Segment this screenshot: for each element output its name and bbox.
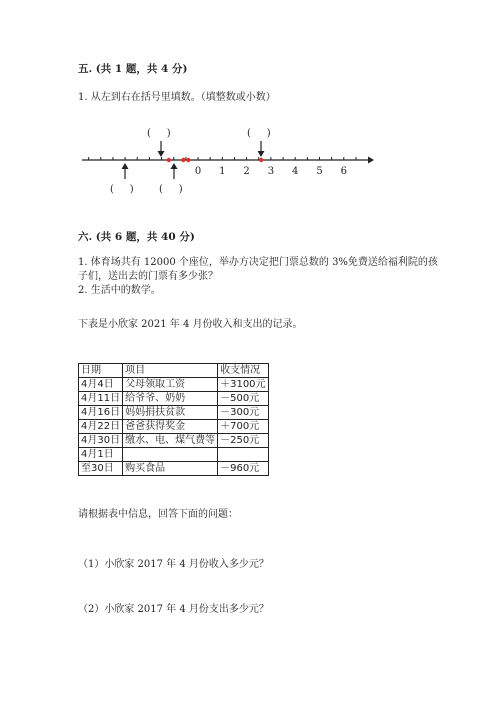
cell-amount bbox=[218, 448, 268, 462]
cell-item: 爸爸获得奖金 bbox=[123, 420, 218, 434]
table-row bbox=[79, 392, 269, 406]
header-date: 日期 bbox=[79, 364, 123, 378]
cell-date: 4月4日 bbox=[79, 378, 123, 392]
number-line-tick-label: 2 bbox=[243, 166, 250, 177]
number-line-point bbox=[259, 158, 263, 162]
cell-item: 缴水、电、煤气费等 bbox=[123, 434, 218, 448]
question-6-1-line2: 子们，送出去的门票有多少张？ bbox=[78, 271, 218, 282]
cell-item: 给爷爷、奶奶 bbox=[123, 392, 218, 406]
cell-date: 至30日 bbox=[79, 462, 123, 476]
header-amount: 收支情况 bbox=[218, 364, 268, 378]
cell-amount: －960元 bbox=[218, 462, 268, 476]
number-line-tick-label: 1 bbox=[219, 166, 226, 177]
cell-date: 4月1日 bbox=[79, 448, 123, 462]
number-line-tick-label: 6 bbox=[340, 166, 347, 177]
table-intro: 下表是小欣家 2021 年 4 月份收入和支出的记录。 bbox=[78, 319, 303, 330]
table-row bbox=[79, 378, 269, 392]
number-line-point bbox=[167, 158, 171, 162]
number-line-figure bbox=[0, 0, 500, 220]
income-expense-table bbox=[78, 363, 269, 476]
cell-amount: －250元 bbox=[218, 434, 268, 448]
number-line-tick-label: 3 bbox=[267, 166, 275, 177]
number-line-axis bbox=[82, 157, 374, 164]
number-line-tick-labels bbox=[195, 166, 347, 177]
answer-blank-2[interactable]: ( ) bbox=[147, 128, 171, 139]
number-line-tick-label: 5 bbox=[316, 166, 323, 177]
cell-item: 妈妈捐扶贫款 bbox=[123, 406, 218, 420]
number-line-tick-label: 4 bbox=[292, 166, 299, 177]
cell-amount: －300元 bbox=[218, 406, 268, 420]
cell-date: 4月16日 bbox=[79, 406, 123, 420]
question-5-1: 1. 从左到右在括号里填数。（填整数或小数） bbox=[78, 92, 276, 103]
table-row bbox=[79, 420, 269, 434]
cell-amount: －500元 bbox=[218, 392, 268, 406]
cell-date: 4月30日 bbox=[79, 434, 123, 448]
arrow-down-2 bbox=[158, 141, 165, 157]
answer-blank-1[interactable]: ( ) bbox=[110, 184, 134, 195]
question-6-1-line1: 1. 体育场共有 12000 个座位，举办方决定把门票总数的 3%免费送给福利院的孩 bbox=[78, 257, 438, 268]
answer-blank-4[interactable]: ( ) bbox=[247, 128, 271, 139]
table-header-row bbox=[79, 364, 269, 378]
table-row bbox=[79, 448, 269, 462]
cell-item: 父母领取工资 bbox=[123, 378, 218, 392]
arrow-down-4 bbox=[258, 141, 265, 157]
cell-amount: ＋700元 bbox=[218, 420, 268, 434]
arrow-up-1 bbox=[122, 163, 129, 179]
table-prompt: 请根据表中信息，回答下面的问题： bbox=[78, 509, 238, 520]
sub-question-1: （1）小欣家 2017 年 4 月份收入多少元？ bbox=[78, 559, 269, 570]
arrow-up-3 bbox=[171, 163, 178, 179]
cell-amount: ＋3100元 bbox=[218, 378, 268, 392]
number-line-tick-label: 0 bbox=[194, 166, 202, 177]
table-row bbox=[79, 406, 269, 420]
number-line-point bbox=[181, 158, 185, 162]
section-6-title: 六. (共 6 题，共 40 分) bbox=[78, 231, 195, 243]
cell-date: 4月22日 bbox=[79, 420, 123, 434]
cell-item bbox=[123, 448, 218, 462]
answer-blank-3[interactable]: ( ) bbox=[159, 184, 183, 195]
table-row bbox=[79, 462, 269, 476]
header-item: 项目 bbox=[123, 364, 218, 378]
number-line-point bbox=[186, 158, 190, 162]
question-6-2: 2. 生活中的数学。 bbox=[78, 285, 161, 296]
cell-date: 4月11日 bbox=[79, 392, 123, 406]
table-row bbox=[79, 434, 269, 448]
section-5-title: 五. (共 1 题，共 4 分) bbox=[78, 63, 188, 75]
cell-item: 购买食品 bbox=[123, 462, 218, 476]
sub-question-2: （2）小欣家 2017 年 4 月份支出多少元？ bbox=[78, 604, 269, 615]
